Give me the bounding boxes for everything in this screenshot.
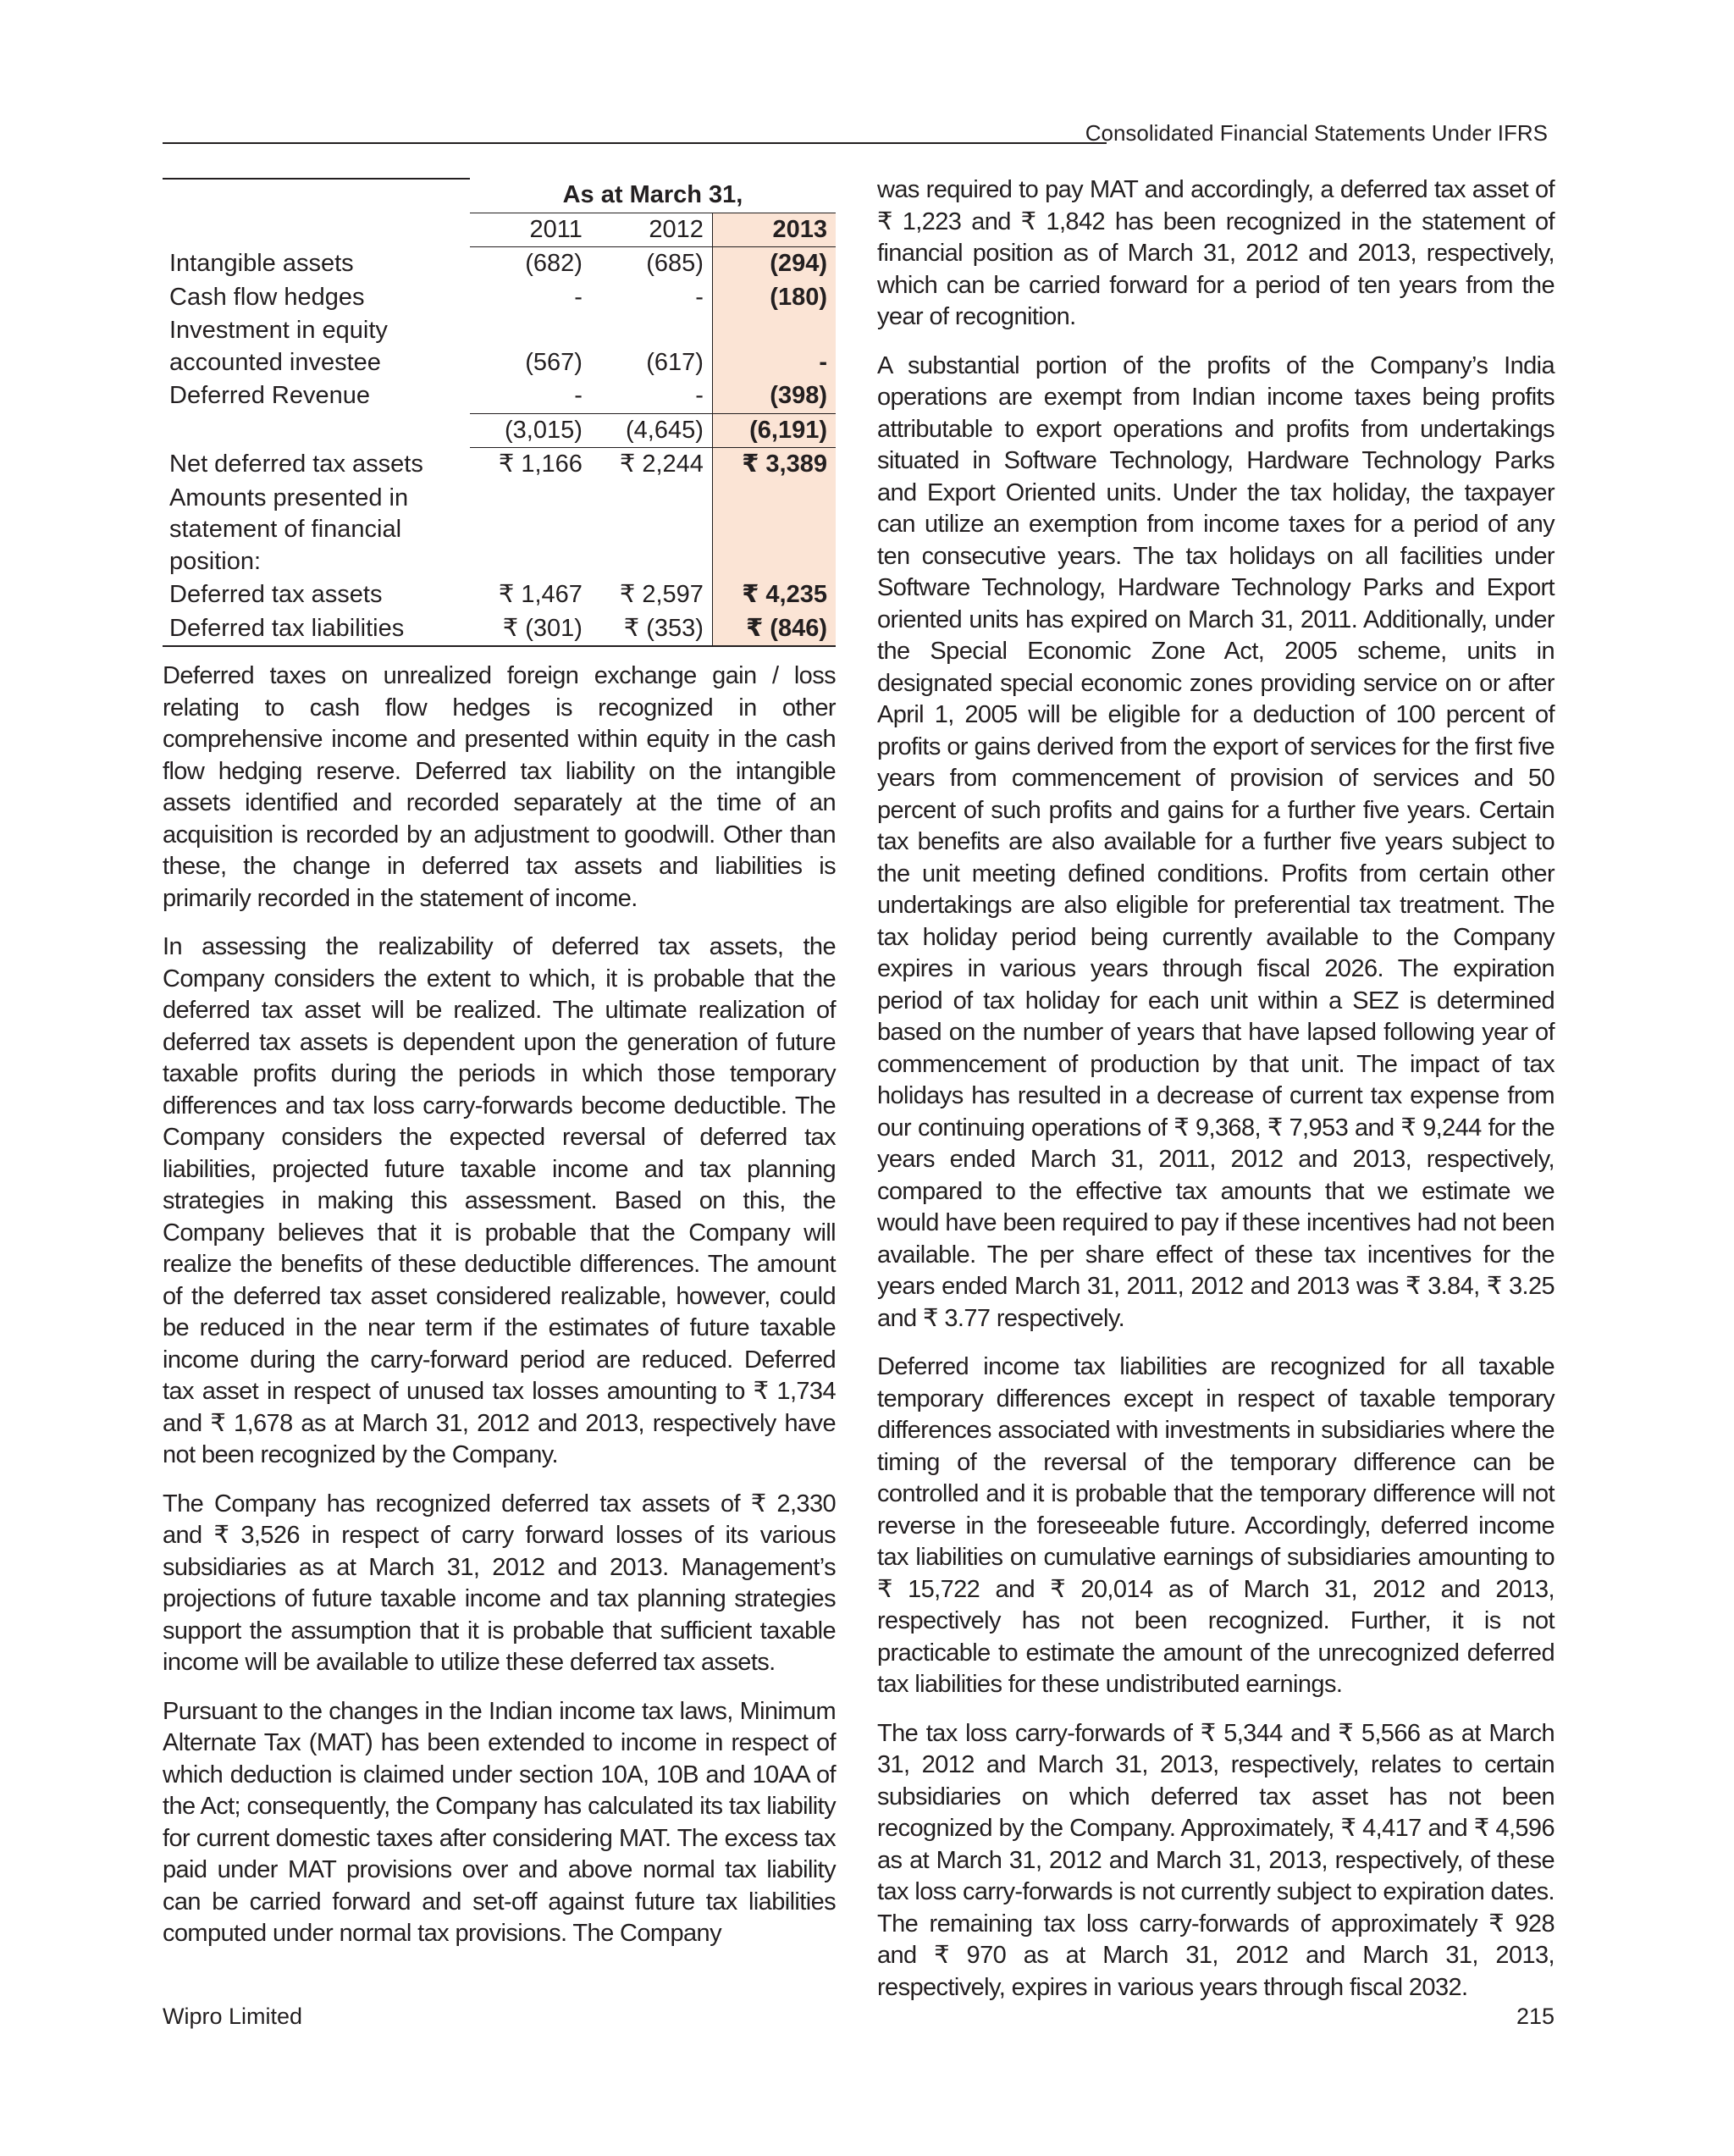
paragraph: The tax loss carry-forwards of ₹ 5,344 and ₹ 5,566 as at March 31, 2012 and March 31, 2013, respectively, relates to certain subsidiaries on which deferred tax asset has not been recognized by the Company. Approximately, ₹ 4,417 and ₹ 4,596 as at March 31, 2012 and March 31, 2013, respectively, of these tax loss carry-forwards is not currently subject to expiration dates. The remaining tax loss carry-forwards of approximately ₹ 928 and ₹ 970 as at March 31, 2012 and March 31, 2013, respectively, expires in various years through fiscal 2032. xyxy=(877,1719,1555,2001)
row-label: Deferred Revenue xyxy=(169,382,370,410)
right-column xyxy=(877,174,1555,2021)
cell-2012: - xyxy=(695,382,704,409)
cell-2011: - xyxy=(574,283,583,311)
table-row xyxy=(163,379,836,413)
table-row xyxy=(163,247,836,281)
paragraph: In assessing the realizability of deferred tax assets, the Company considers the extent to which, it is probable that the deferred tax asset will be realized. The ultimate realization of deferred tax assets is dependent upon the generation of future taxable profits during the periods in which those temporary differences and tax loss carry-forwards become deductible. The Company considers the expected reversal of deferred tax liabilities, projected future taxable income and tax planning strategies in making this assessment. Based on this, the Company believes that it is probable that the Company will realize the benefits of these deductible differences. The amount of the deferred tax asset considered realizable, however, could be reduced in the near term if the estimates of future taxable income during the carry-forward period are reduced. Deferred tax asset in respect of unused tax losses amounting to ₹ 1,734 and ₹ 1,678 as at March 31, 2012 and 2013, respectively have not been recognized by the Company. xyxy=(163,933,836,1468)
left-column xyxy=(163,174,836,1967)
cell-2013: ₹ 3,389 xyxy=(712,448,836,482)
table-top-rule-row xyxy=(163,179,836,213)
cell-2013: - xyxy=(712,314,836,379)
table-row xyxy=(163,612,836,647)
cell-2013: (180) xyxy=(712,281,836,315)
row-label: Deferred tax liabilities xyxy=(163,612,470,647)
cell-2013: ₹ (846) xyxy=(712,612,836,647)
footer-company: Wipro Limited xyxy=(163,2004,303,2029)
cell-2011: ₹ 1,166 xyxy=(470,448,591,482)
cell-2012 xyxy=(591,482,713,579)
cell-2012: ₹ (353) xyxy=(591,612,713,647)
year-header-2013: 2013 xyxy=(712,213,836,247)
cell-2012: (4,645) xyxy=(591,413,713,448)
table-row xyxy=(163,448,836,482)
row-label: Net deferred tax assets xyxy=(169,450,423,478)
cell-2013: (294) xyxy=(712,247,836,281)
year-header-2011: 2011 xyxy=(470,213,591,247)
row-label: Investment in equity accounted investee xyxy=(169,317,388,376)
row-label: Cash flow hedges xyxy=(169,283,365,311)
table-row xyxy=(163,281,836,315)
footer-page-number: 215 xyxy=(1516,2004,1555,2029)
table-row xyxy=(163,314,836,379)
table-group-header: As at March 31, xyxy=(470,179,836,213)
paragraph: was required to pay MAT and accordingly, a deferred tax asset of ₹ 1,223 and ₹ 1,842 has been recognized in the statement of financial position as of March 31, 2012 and 2013, respectively, which can be carried forward for a period of ten years from the year of recognition. xyxy=(877,176,1555,330)
paragraph: A substantial portion of the profits of the Company’s India operations are exempt from Indian income taxes being profits attributable to export operations and profits from undertakings situated in Software Technology, Hardware Technology Parks and Export Oriented units. Under the tax holiday, the taxpayer can utilize an exemption from income taxes for a period of any ten consecutive years. The tax holidays on all facilities under Software Technology, Hardware Technology Parks and Export oriented units has expired on March 31, 2011. Additionally, under the Special Economic Zone Act, 2005 scheme, units in designated special economic zones providing service on or after April 1, 2005 will be eligible for a deduction of 100 percent of profits or gains derived from the export of services for the first five years from commencement of provision of services and 50 percent of such profits and gains for a further five years. Certain tax benefits are also available for a further five years subject to the unit meeting defined conditions. Profits from certain other undertakings are also eligible for preferential tax treatment. The tax holiday period being currently available to the Company expires in various years through fiscal 2026. The expiration period of tax holiday for each unit within a SEZ is determined based on the number of years that have lapsed following year of commencement of production by that unit. The impact of tax holidays has resulted in a decrease of current tax expense from our continuing operations of ₹ 9,368, ₹ 7,953 and ₹ 9,244 for the years ended March 31, 2011, 2012 and 2013, respectively, compared to the effective tax amounts that we estimate we would have been required to pay if these incentives had not been available. The per share effect of these tax incentives for the years ended March 31, 2011, 2012 and 2013 was ₹ 3.84, ₹ 3.25 and ₹ 3.77 respectively. xyxy=(877,351,1555,1332)
cell-2013: ₹ 4,235 xyxy=(712,578,836,612)
cell-2011: ₹ 1,467 xyxy=(498,581,583,608)
year-header-2012: 2012 xyxy=(591,213,713,247)
cell-2012: ₹ 2,597 xyxy=(619,581,704,608)
paragraph: Pursuant to the changes in the Indian income tax laws, Minimum Alternate Tax (MAT) has been extended to income in respect of which deduction is claimed under section 10A, 10B and 10AA of the Act; consequently, the Company has calculated its tax liability for current domestic taxes after considering MAT. The excess tax paid under MAT provisions over and above normal tax liability can be carried forward and set-off against future tax liabilities computed under normal tax provisions. The Company xyxy=(163,1697,836,1947)
cell-2013: (6,191) xyxy=(712,413,836,448)
paragraph: Deferred taxes on unrealized foreign exchange gain / loss relating to cash flow hedges is recognized in other comprehensive income and presented within equity in the cash flow hedging reserve. Deferred tax liability on the intangible assets identified and recorded separately at the time of an acquisition is recorded by an adjustment to goodwill. Other than these, the change in deferred tax assets and liabilities is primarily recorded in the statement of income. xyxy=(163,662,836,912)
header-rule xyxy=(163,142,1107,144)
row-label: Amounts presented in statement of financial position: xyxy=(169,484,409,575)
deferred-tax-table xyxy=(163,178,836,647)
table-row-subtotal xyxy=(163,413,836,448)
cell-2012: (617) xyxy=(646,348,704,376)
cell-2013: (398) xyxy=(712,379,836,413)
cell-2012: (685) xyxy=(646,250,704,277)
table-years-row xyxy=(163,213,836,247)
cell-2012: ₹ 2,244 xyxy=(591,448,713,482)
row-label xyxy=(163,413,470,448)
row-label: Deferred tax assets xyxy=(169,581,383,608)
row-label: Intangible assets xyxy=(169,249,354,277)
header-title: Consolidated Financial Statements Under IFRS xyxy=(1085,120,1548,146)
paragraph: The Company has recognized deferred tax assets of ₹ 2,330 and ₹ 3,526 in respect of carry forward losses of its various subsidiaries as at March 31, 2012 and 2013. Management’s projections of future taxable income and tax planning strategies support the assumption that it is probable that sufficient taxable income will be available to utilize these deferred tax assets. xyxy=(163,1490,836,1676)
cell-2012: - xyxy=(695,283,704,311)
cell-2013 xyxy=(712,482,836,579)
cell-2011: - xyxy=(574,382,583,409)
table-row xyxy=(163,578,836,612)
paragraph: Deferred income tax liabilities are recognized for all taxable temporary differences except in respect of taxable temporary differences associated with investments in subsidiaries where the timing of the reversal of the temporary difference can be controlled and it is probable that the temporary difference will not reverse in the foreseeable future. Accordingly, deferred income tax liabilities on cumulative earnings of subsidiaries amounting to ₹ 15,722 and ₹ 20,014 as of March 31, 2012 and 2013, respectively has not been recognized. Further, it is not practicable to estimate the amount of the unrecognized deferred tax liabilities for these undistributed earnings. xyxy=(877,1353,1555,1698)
cell-2011: (567) xyxy=(525,348,583,376)
table-row xyxy=(163,482,836,579)
cell-2011: (3,015) xyxy=(470,413,591,448)
cell-2011: (682) xyxy=(525,250,583,277)
cell-2011 xyxy=(470,482,591,579)
cell-2011: ₹ (301) xyxy=(470,612,591,647)
